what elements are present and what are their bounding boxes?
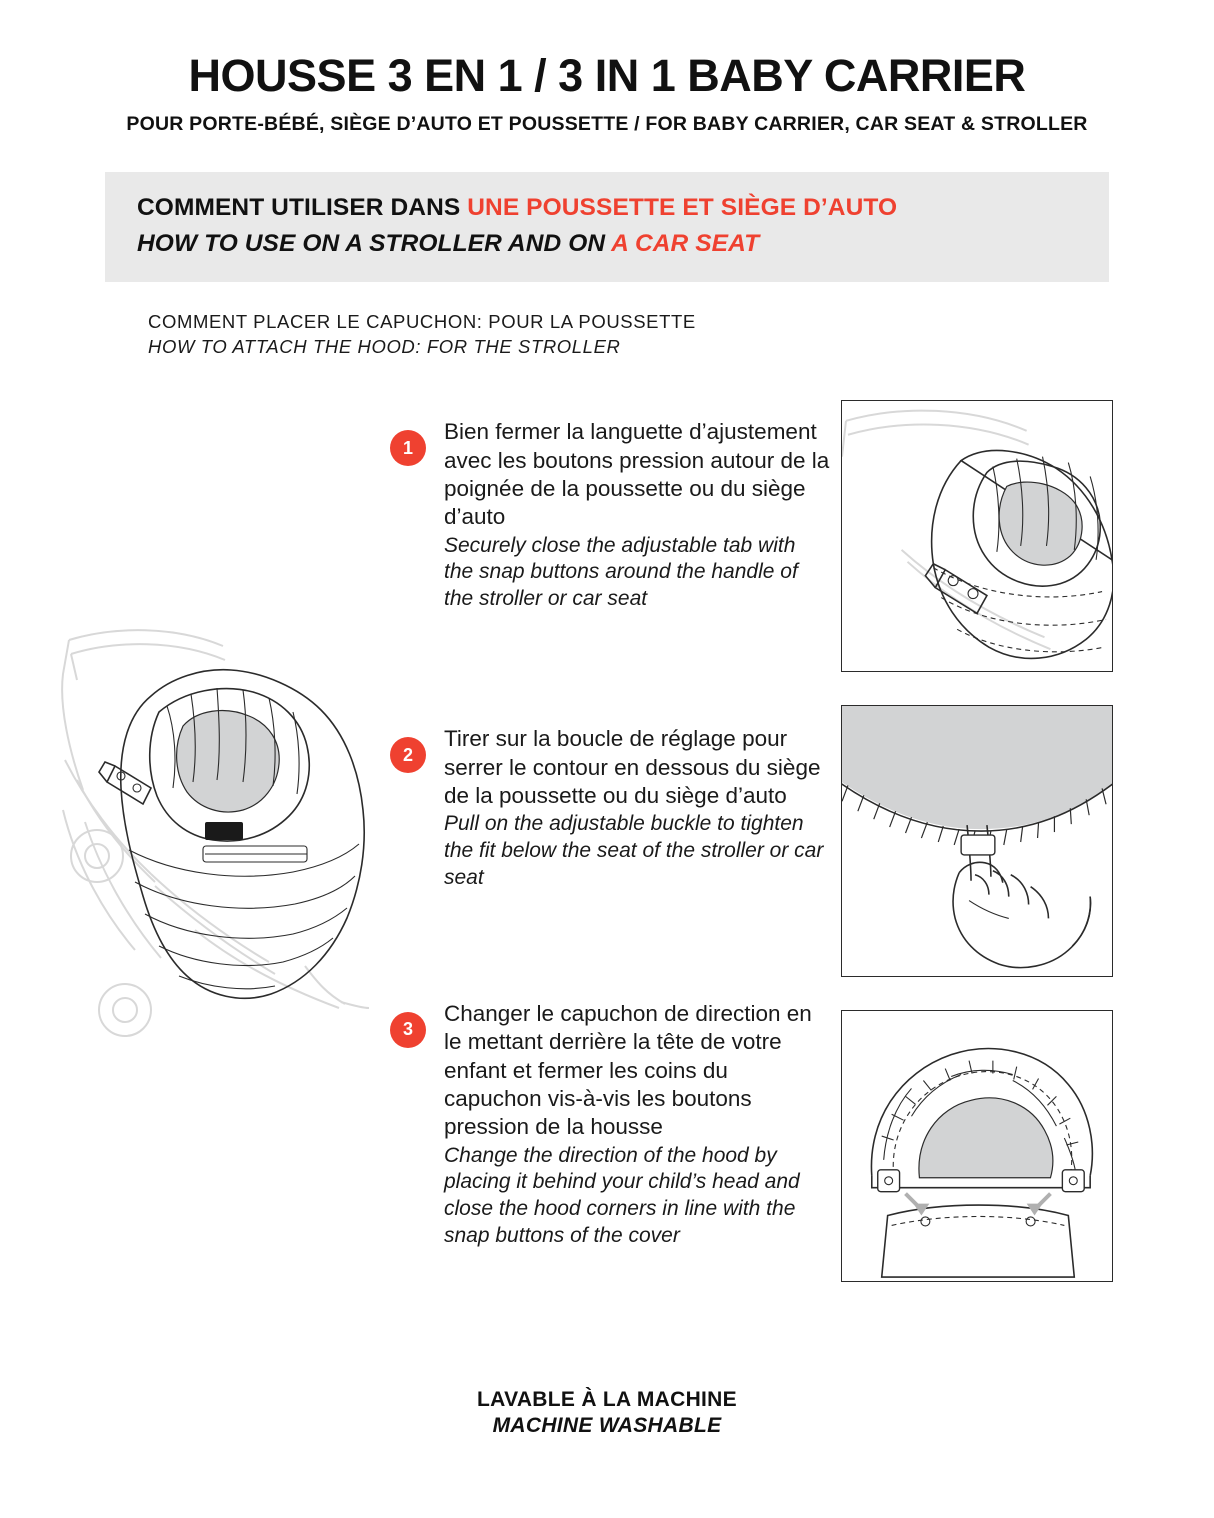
banner-en-prefix: HOW TO USE ON A STROLLER AND ON (137, 230, 612, 258)
step-text-en: Pull on the adjustable buckle to tighten the fit below the seat of the stroller or car seat (444, 812, 824, 889)
usage-banner (105, 172, 1109, 282)
step-item (390, 725, 830, 892)
section-label-en: HOW TO ATTACH THE HOOD: FOR THE STROLLER (148, 336, 621, 358)
step-text (444, 1000, 830, 1250)
footer-text-en: MACHINE WASHABLE (492, 1414, 722, 1437)
banner-line-en (137, 230, 1077, 258)
steps-list (390, 398, 830, 1250)
step-3-illustration (841, 1010, 1113, 1282)
step-1-illustration (841, 400, 1113, 672)
step-text-fr: Tirer sur la boucle de réglage pour serrer le contour en dessous du siège de la poussette ou du siège d’auto (444, 726, 821, 808)
step-text-en: Change the direction of the hood by placing it behind your child’s head and close the hood corners in line with the snap buttons of the cover (444, 1143, 800, 1248)
step-text-fr: Changer le capuchon de direction en le mettant derrière la tête de votre enfant et fermer les coins du capuchon vis-à-vis les boutons pression de la housse (444, 1000, 812, 1140)
banner-fr-prefix: COMMENT UTILISER DANS (137, 194, 468, 222)
page-title: HOUSSE 3 EN 1 / 3 IN 1 BABY CARRIER (188, 50, 1026, 101)
step-text-fr: Bien fermer la languette d’ajustement avec les boutons pression autour de la poignée de la poussette ou du siège d’auto (444, 419, 830, 530)
step-number-badge: 1 (390, 430, 426, 466)
banner-line-fr (137, 194, 1077, 222)
stroller-with-cover-illustration (55, 610, 415, 1060)
banner-en-accent: A CAR SEAT (611, 230, 760, 258)
footer-text-fr: LAVABLE À LA MACHINE (477, 1388, 737, 1411)
instructions-content (0, 360, 1214, 1360)
footer (0, 1388, 1214, 1438)
step-text (444, 418, 830, 613)
banner-fr-accent: UNE POUSSETTE ET SIÈGE D’AUTO (467, 194, 898, 222)
section-label-fr: COMMENT PLACER LE CAPUCHON: POUR LA POUSSETTE (148, 311, 696, 333)
page-header (0, 0, 1214, 136)
step-2-illustration (841, 705, 1113, 977)
step-number-badge: 3 (390, 1012, 426, 1048)
page-subtitle: POUR PORTE-BÉBÉ, SIÈGE D’AUTO ET POUSSETTE / FOR BABY CARRIER, CAR SEAT & STROLLER (126, 113, 1088, 136)
step-item (390, 1000, 830, 1250)
step-item (390, 418, 830, 613)
step-text (444, 725, 830, 892)
step-number-badge: 2 (390, 737, 426, 773)
section-label (148, 310, 1214, 360)
step-text-en: Securely close the adjustable tab with the snap buttons around the handle of the stroller or car seat (444, 533, 798, 611)
